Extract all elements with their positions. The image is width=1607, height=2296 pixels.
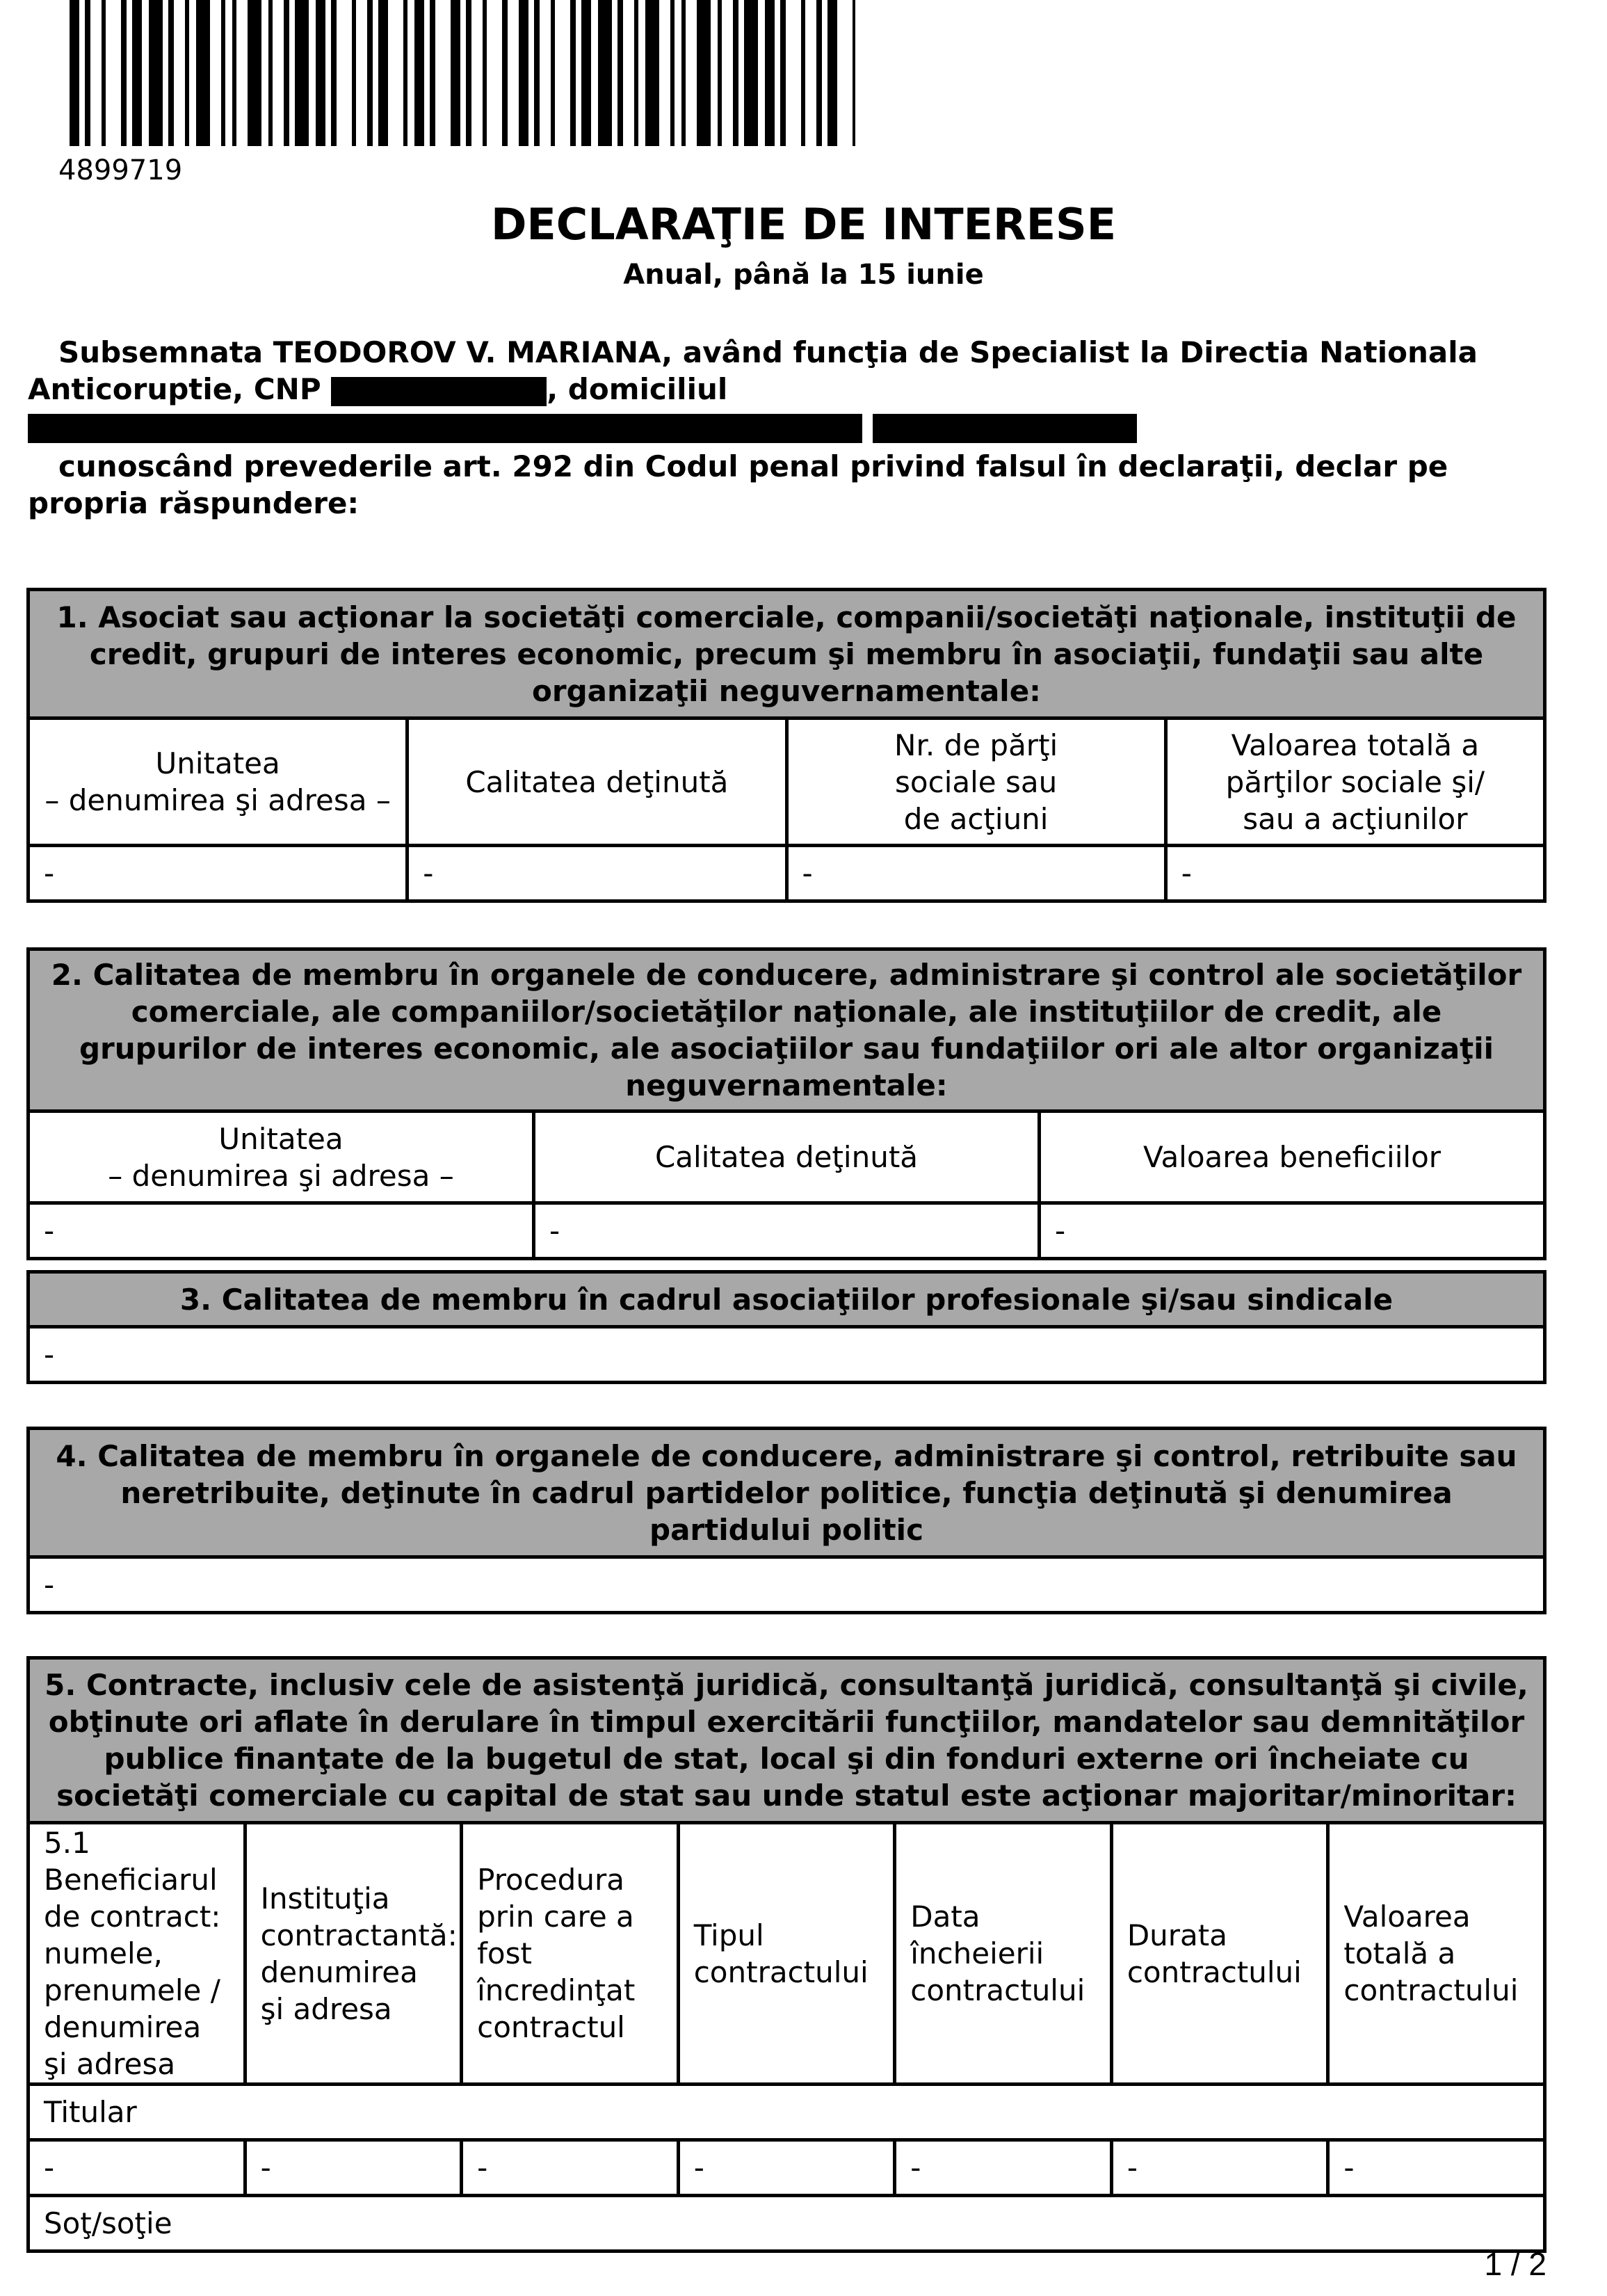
column-header: Valoarea totală a părţilor sociale şi/ sau a acţiunilor <box>1165 718 1544 846</box>
column-header: Durata contractului <box>1111 1823 1328 2085</box>
barcode-bar <box>367 0 373 146</box>
barcode-bar <box>451 0 460 146</box>
barcode-bar <box>681 0 686 146</box>
barcode-bar <box>744 0 758 146</box>
section-3-table <box>26 1270 1547 1384</box>
section-4-heading: 4. Calitatea de membru în organele de conducere, administrare şi control, retribuite sau neretribuite, deţinute în cadrul partidelor politice, funcţia deţinută şi denumirea partidului politic <box>29 1429 1545 1557</box>
column-header: Tipul contractului <box>678 1823 895 2085</box>
barcode-bar <box>149 0 163 146</box>
barcode-bar <box>168 0 174 146</box>
barcode-bar <box>102 0 106 146</box>
table-cell: - <box>895 2140 1112 2196</box>
domicile-label: , domiciliul <box>547 372 728 406</box>
barcode-bar <box>697 0 711 146</box>
section-1-table <box>26 588 1547 903</box>
barcode-bar <box>670 0 675 146</box>
section-2-heading: 2. Calitatea de membru în organele de conducere, administrare şi control ale societăţilor comerciale, ale companiilor/societăţilor naţionale, ale instituţiilor de credit, ale grupurilor de interes economic, ale asociaţiilor sau fundaţiilor ori ale altor organizaţii neguvernamentale: <box>29 949 1545 1111</box>
barcode-bar <box>378 0 388 146</box>
barcode-bar <box>132 0 142 146</box>
redacted-cnp <box>331 377 547 406</box>
document-title: DECLARAŢIE DE INTERESE <box>490 199 1117 250</box>
table-cell: - <box>407 846 786 901</box>
column-header: Nr. de părţi sociale sau de acţiuni <box>786 718 1165 846</box>
barcode-bar <box>617 0 623 146</box>
table-row <box>29 846 1545 901</box>
column-header: 5.1 Beneficiarul de contract: numele, prenumele / denumirea şi adresa <box>29 1823 245 2085</box>
table-row <box>29 1203 1545 1259</box>
barcode-bar <box>765 0 775 146</box>
titular-label: Titular <box>29 2085 1545 2140</box>
barcode-bar <box>801 0 805 146</box>
section-2-table <box>26 947 1547 1260</box>
column-header: Calitatea deţinută <box>534 1111 1040 1203</box>
barcode-bar <box>331 0 337 146</box>
barcode-bar <box>221 0 225 146</box>
section-3-value: - <box>29 1327 1545 1383</box>
table-cell: - <box>29 2140 245 2196</box>
declarant-text: Subsemnata TEODOROV V. MARIANA, având funcţia de Specialist la Directia Nationala Anticoruptie, CNP <box>28 335 1478 406</box>
redacted-address-cont <box>873 414 1137 443</box>
barcode-bar <box>414 0 424 146</box>
barcode-bar <box>598 0 612 146</box>
table-cell: - <box>1328 2140 1545 2196</box>
table-cell: - <box>1111 2140 1328 2196</box>
barcode-bar <box>551 0 555 146</box>
barcode-bar <box>316 0 325 146</box>
barcode-bar <box>85 0 90 146</box>
column-header: Calitatea deţinută <box>407 718 786 846</box>
barcode-bar <box>519 0 528 146</box>
column-header: Valoarea totală a contractului <box>1328 1823 1545 2085</box>
barcode-bar <box>185 0 189 146</box>
barcode-bar <box>733 0 738 146</box>
barcode-bar <box>483 0 487 146</box>
page-number: 1 / 2 <box>1484 2246 1547 2282</box>
statement-text: cunoscând prevederile art. 292 din Codul penal privind falsul în declaraţii, declar pe propria răspundere: <box>28 449 1448 520</box>
barcode-bar <box>352 0 356 146</box>
barcode-bar <box>121 0 127 146</box>
barcode-bar <box>645 0 659 146</box>
barcode-bar <box>295 0 309 146</box>
barcode-bar <box>232 0 236 146</box>
column-header: Instituţia contractantă: denumirea şi adresa <box>245 1823 462 2085</box>
column-header: Procedura prin care a fost încredinţat contractul <box>462 1823 679 2085</box>
redacted-address <box>28 414 862 443</box>
barcode-bar <box>248 0 261 146</box>
table-cell: - <box>1040 1203 1545 1259</box>
barcode-bar <box>581 0 591 146</box>
barcode-bar <box>634 0 638 146</box>
section-5-heading: 5. Contracte, inclusiv cele de asistenţă juridică, consultanţă juridică, consultanţă şi civile, obţinute ori aflate în derulare în timpul exercitării funcţiilor, mandatelor sau demnităţilor publice finanţate de la bugetul de stat, local şi din fonduri externe ori încheiate cu societăţi comerciale cu capital de stat sau unde statul este acţionar majoritar/minoritar: <box>29 1658 1545 1823</box>
table-cell: - <box>462 2140 679 2196</box>
table-cell: - <box>678 2140 895 2196</box>
barcode-bar <box>853 0 855 146</box>
barcode-bar <box>816 0 822 146</box>
barcode-bar <box>196 0 210 146</box>
table-row <box>29 2140 1545 2196</box>
barcode-number: 4899719 <box>58 154 183 186</box>
barcode-bar <box>466 0 471 146</box>
table-cell: - <box>534 1203 1040 1259</box>
section-4-value: - <box>29 1557 1545 1613</box>
barcode <box>70 0 855 146</box>
column-header: Valoarea beneficiilor <box>1040 1111 1545 1203</box>
section-3-heading: 3. Calitatea de membru în cadrul asociaţiilor profesionale şi/sau sindicale <box>29 1272 1545 1327</box>
barcode-bar <box>268 0 273 146</box>
barcode-bar <box>502 0 508 146</box>
barcode-bar <box>403 0 407 146</box>
document-subtitle: Anual, până la 15 iunie <box>623 259 984 291</box>
column-header: Unitatea – denumirea şi adresa – <box>29 1111 534 1203</box>
declarant-paragraph <box>28 334 1544 444</box>
barcode-bar <box>284 0 289 146</box>
table-cell: - <box>786 846 1165 901</box>
spouse-label: Soţ/soţie <box>29 2196 1545 2251</box>
table-cell: - <box>245 2140 462 2196</box>
barcode-bar <box>430 0 435 146</box>
column-header: Unitatea – denumirea şi adresa – <box>29 718 407 846</box>
section-1-heading: 1. Asociat sau acţionar la societăţi comerciale, companii/societăţi naţionale, instituţii de credit, grupuri de interes economic, precum şi membru în asociaţii, fundaţii sau alte organizaţii neguvernamentale: <box>29 590 1545 718</box>
table-cell: - <box>29 846 407 901</box>
table-cell: - <box>29 1203 534 1259</box>
barcode-bar <box>827 0 837 146</box>
barcode-bar <box>570 0 576 146</box>
barcode-bar <box>534 0 540 146</box>
section-4-table <box>26 1427 1547 1614</box>
table-cell: - <box>1165 846 1544 901</box>
barcode-bar <box>780 0 786 146</box>
barcode-bar <box>70 0 79 146</box>
column-header: Data încheierii contractului <box>895 1823 1112 2085</box>
section-5-table <box>26 1656 1547 2253</box>
barcode-bar <box>718 0 722 146</box>
